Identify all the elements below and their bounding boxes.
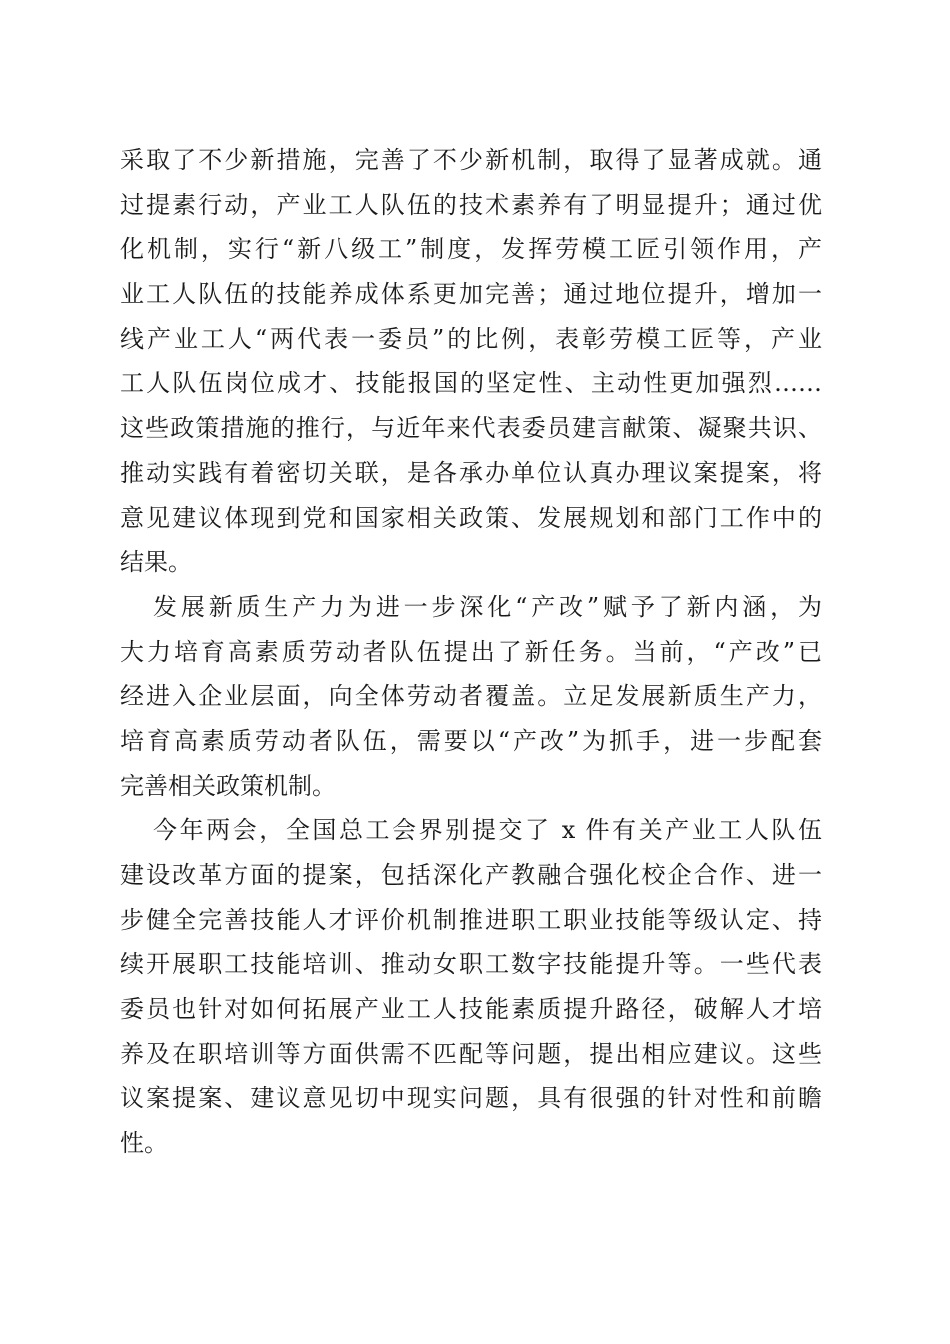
text-line: 结果。 <box>120 548 192 577</box>
text-line: 完善相关政策机制。 <box>120 771 336 800</box>
paragraph <box>120 808 822 1166</box>
text-line: 大力培育高素质劳动者队伍提出了新任务。当前，“产改”已 <box>120 637 822 666</box>
text-line: 采取了不少新措施，完善了不少新机制，取得了显著成就。通 <box>120 146 822 174</box>
text-line: 意见建议体现到党和国家相关政策、发展规划和部门工作中的 <box>120 503 822 532</box>
text-line: 培育高素质劳动者队伍，需要以“产改”为抓手，进一步配套 <box>120 726 822 755</box>
text-line: 性。 <box>120 1129 168 1158</box>
text-line: 业工人队伍的技能养成体系更加完善；通过地位提升，增加一 <box>120 280 822 309</box>
text-line: 线产业工人“两代表一委员”的比例，表彰劳模工匠等，产业 <box>120 324 822 353</box>
text-line: 过提素行动，产业工人队伍的技术素养有了明显提升；通过优 <box>120 190 822 219</box>
text-line: 化机制，实行“新八级工”制度，发挥劳模工匠引领作用，产 <box>120 235 822 264</box>
text-line: 推动实践有着密切关联，是各承办单位认真办理议案提案，将 <box>120 458 822 487</box>
text-line: 步健全完善技能人才评价机制推进职工职业技能等级认定、持 <box>120 905 822 934</box>
text-line: 养及在职培训等方面供需不匹配等问题，提出相应建议。这些 <box>120 1039 822 1068</box>
paragraph <box>120 138 822 585</box>
text-line: 续开展职工技能培训、推动女职工数字技能提升等。一些代表 <box>120 950 822 979</box>
text-line: 经进入企业层面，向全体劳动者覆盖。立足发展新质生产力， <box>120 682 822 711</box>
text-line: 议案提案、建议意见切中现实问题，具有很强的针对性和前瞻 <box>120 1084 822 1113</box>
text-line: 这些政策措施的推行，与近年来代表委员建言献策、凝聚共识、 <box>120 414 822 443</box>
text-line: 发展新质生产力为进一步深化“产改”赋予了新内涵，为 <box>153 592 822 621</box>
text-line: 今年两会，全国总工会界别提交了 x 件有关产业工人队伍 <box>153 816 822 845</box>
text-line: 建设改革方面的提案，包括深化产教融合强化校企合作、进一 <box>120 861 822 889</box>
paragraph <box>120 585 822 808</box>
document-page <box>120 138 822 1166</box>
text-line: 委员也针对如何拓展产业工人技能素质提升路径，破解人才培 <box>120 995 822 1024</box>
text-line: 工人队伍岗位成才、技能报国的坚定性、主动性更加强烈…… <box>120 369 822 398</box>
